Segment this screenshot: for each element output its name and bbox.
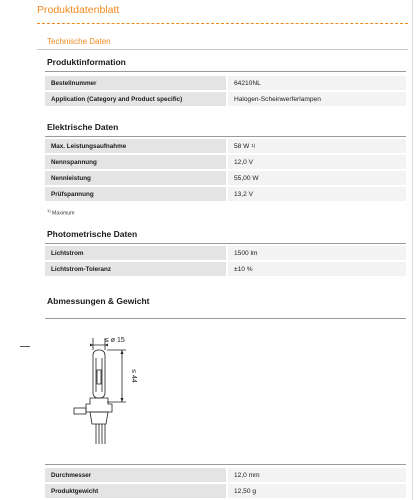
footnote-text: Maximum [52, 210, 75, 217]
row-label: Nennleistung [45, 171, 226, 185]
row-label: Lichtstrom-Toleranz [45, 262, 226, 276]
row-label: Durchmesser [45, 468, 226, 482]
table-row [45, 484, 406, 500]
diameter-label: ≤ ø 15 [105, 337, 125, 344]
glass-bulb-outline [93, 350, 105, 398]
electrical-table [45, 139, 406, 203]
row-label: Lichtstrom [45, 246, 226, 260]
row-label: Bestellnummer [45, 76, 226, 90]
dimensions-table [45, 468, 406, 500]
document-title: Produktdatenblatt [37, 4, 120, 16]
margin-marker [20, 346, 30, 347]
value-text: 58 W [234, 143, 250, 150]
table-row [45, 262, 406, 278]
socket-outline [86, 398, 112, 412]
height-label: ≤ 44 [130, 369, 137, 383]
row-label: Produktgewicht [45, 484, 226, 498]
row-label: Nennspannung [45, 155, 226, 169]
section-heading-dimensions: Abmessungen & Gewicht [47, 296, 150, 306]
table-row [45, 155, 406, 171]
row-value [228, 139, 406, 153]
document-subtitle: Technische Daten [47, 37, 111, 46]
section-heading-photometric: Photometrische Daten [47, 229, 138, 239]
table-row [45, 171, 406, 187]
footnote [47, 208, 75, 217]
subtitle-divider [37, 49, 408, 50]
section-heading-electrical: Elektrische Daten [47, 122, 119, 132]
row-label: Application (Category and Product specific) [45, 92, 226, 106]
section-divider [45, 464, 406, 465]
section-divider [45, 318, 406, 319]
product-info-table [45, 76, 406, 108]
row-value: 64210NL [228, 76, 406, 90]
footnote-reference: 1) [251, 143, 256, 148]
row-value: 13,2 V [228, 187, 406, 201]
row-value: 12,0 mm [228, 468, 406, 482]
section-divider [45, 71, 406, 72]
table-row [45, 139, 406, 155]
section-divider [45, 136, 406, 137]
row-value: 55,00 W [228, 171, 406, 185]
photometric-table [45, 246, 406, 278]
row-label: Max. Leistungsaufnahme [45, 139, 226, 153]
table-row [45, 76, 406, 92]
section-divider [45, 243, 406, 244]
row-value: 12,0 V [228, 155, 406, 169]
bulb-dimension-drawing [60, 332, 140, 448]
footnote-mark: 1) [47, 208, 51, 213]
page-edge [412, 0, 413, 500]
row-value: 1500 lm [228, 246, 406, 260]
row-value: 12,50 g [228, 484, 406, 498]
table-row [45, 246, 406, 262]
row-value: ±10 % [228, 262, 406, 276]
table-row [45, 187, 406, 203]
section-heading-product-info: Produktinformation [47, 57, 126, 67]
title-divider [37, 23, 408, 24]
table-row [45, 92, 406, 108]
row-value: Halogen-Scheinwerferlampen [228, 92, 406, 106]
row-label: Prüfspannung [45, 187, 226, 201]
table-row [45, 468, 406, 484]
